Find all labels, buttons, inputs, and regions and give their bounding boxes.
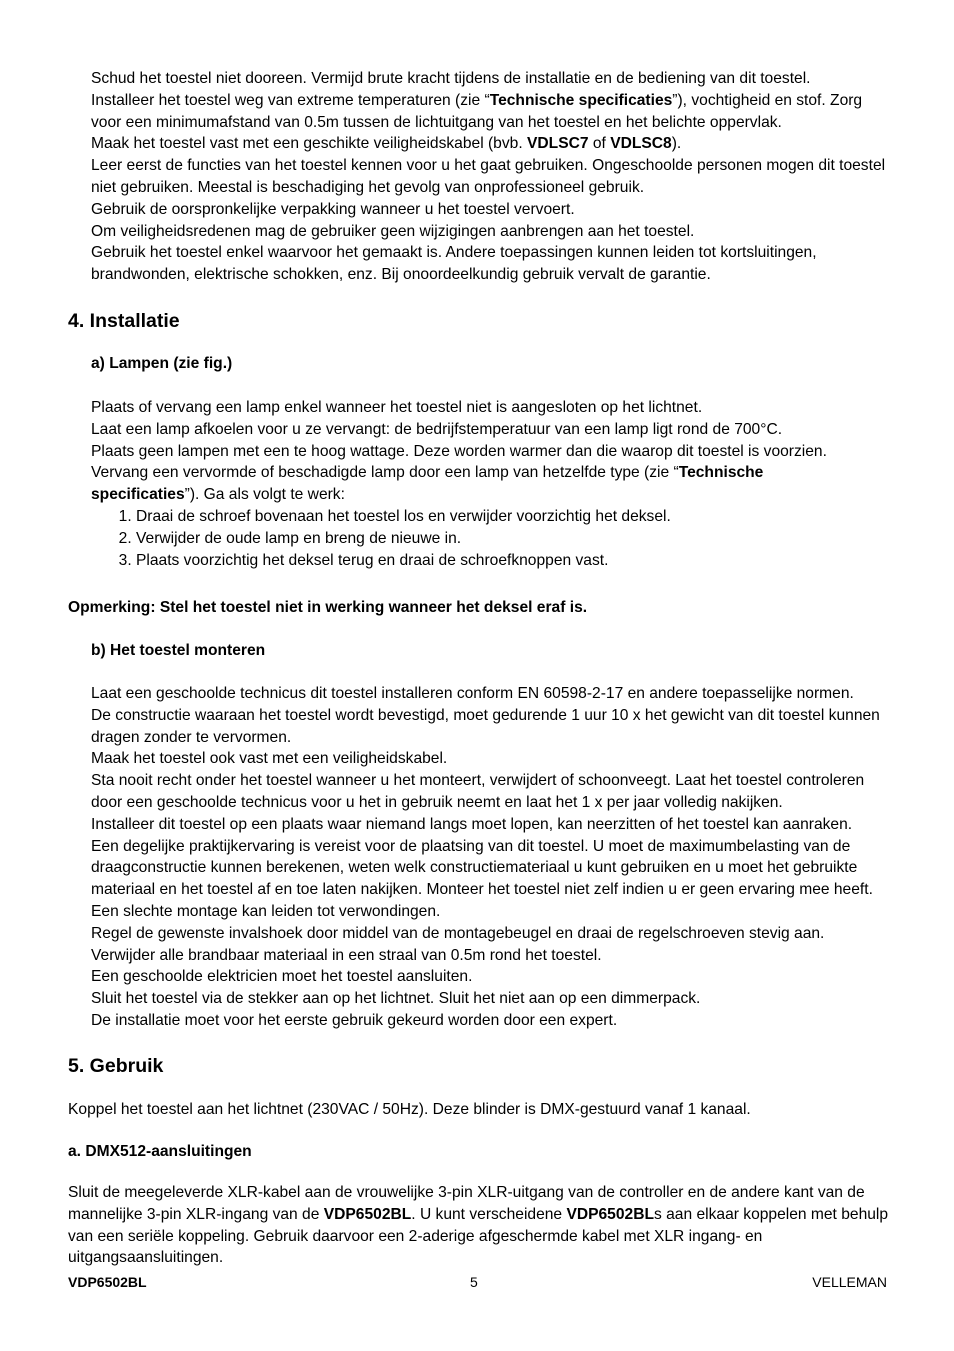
footer-page-number: 5 (470, 1274, 478, 1290)
mounting-paragraph: Verwijder alle brandbaar materiaal in een straal van 0.5m rond het toestel. (91, 946, 602, 964)
mounting-paragraph: Een geschoolde elektricien moet het toestel aansluiten. (91, 968, 473, 986)
lamps-paragraph: Plaats of vervang een lamp enkel wanneer het toestel niet is aangesloten op het lichtnet. (91, 399, 703, 416)
section-5-heading: 5. Gebruik (68, 1055, 164, 1077)
mounting-paragraph: Sta nooit recht onder het toestel wanneer u het monteert, verwijdert of schoonveegt. Laat het toestel controleren door een geschoolde technicus voor u het in gebruik neemt en laat het 1 x per jaar volledig nakijken. (91, 772, 865, 811)
list-item: 3. Plaats voorzichtig het deksel terug en draai de schroefknoppen vast. (136, 550, 891, 572)
section-4-heading: 4. Installatie (68, 310, 180, 332)
intro-paragraph: Leer eerst de functies van het toestel kennen voor u het gaat gebruiken. Ongeschoolde personen mogen dit toestel niet gebruiken. Meestal is beschadiging het gevolg van onprofessioneel gebruik. (91, 157, 886, 196)
intro-paragraph: Schud het toestel niet dooreen. Vermijd brute kracht tijdens de installatie en de bediening van dit toestel. (91, 70, 811, 87)
mounting-paragraph: De constructie waaraan het toestel wordt bevestigd, moet gedurende 1 uur 10 x het gewicht van dit toestel kunnen dragen zonder te vervormen. (91, 706, 880, 746)
mounting-paragraph: Sluit het toestel via de stekker aan op het lichtnet. Sluit het niet aan op een dimmerpack. (91, 990, 701, 1008)
bold-term: Technische specificaties (489, 91, 673, 109)
intro-paragraph: Gebruik de oorspronkelijke verpakking wanneer u het toestel vervoert. (91, 200, 575, 218)
footer-brand: VELLEMAN (812, 1274, 887, 1290)
bold-term: VDP6502BL (566, 1205, 654, 1223)
dmx-paragraph: Sluit de meegeleverde XLR-kabel aan de vrouwelijke 3-pin XLR-uitgang van de controller en de andere kant van de mannelijke 3-pin XLR-ingang van de VDP6502BL. U kunt verscheidene VDP6502BLs aan elkaar koppelen met behulp van een seriële koppeling. Gebruik daarvoor een 2-aderige afgeschermde kabel met XLR ingang- en uitgangsaansluitingen. (68, 1184, 889, 1267)
list-item: 1. Draai de schroef bovenaan het toestel los en verwijder voorzichtig het deksel. (136, 506, 891, 528)
mounting-paragraph: Een degelijke praktijkervaring is vereist voor de plaatsing van dit toestel. U moet de maximumbelasting van de draagconstructie kunnen berekenen, weten welk constructiemateriaal u kunt gebruiken en u moet het gebruikte materiaal en het toestel af en toe laten nakijken. Monteer het toestel niet zelf indien u er geen ervaring mee heeft. Een slechte montage kan leiden tot verwondingen. (91, 837, 873, 920)
intro-paragraph: Installeer het toestel weg van extreme temperaturen (zie “Technische specificaties”), vochtigheid en stof. Zorg voor een minimumafstand van 0.5m tussen de lichtuitgang van het toestel en het belichte oppervlak. (91, 91, 863, 131)
dmx-block (68, 1182, 891, 1269)
lamp-steps-list (91, 506, 891, 571)
lamps-paragraph: Plaats geen lampen met een te hoog wattage. Deze worden warmer dan die waarop dit toestel is voorzien. (91, 442, 827, 460)
lamps-paragraph: Laat een lamp afkoelen voor u ze vervangt: de bedrijfstemperatuur van een lamp ligt rond de 700°C. (91, 420, 783, 438)
mounting-paragraph: Laat een geschoolde technicus dit toestel installeren conform EN 60598-2-17 en andere toepasselijke normen. (91, 685, 854, 702)
mounting-paragraph: Installeer dit toestel op een plaats waar niemand langs moet lopen, kan neerzitten of het toestel kan aanraken. (91, 815, 853, 833)
mounting-block (91, 683, 891, 1032)
intro-paragraph: Gebruik het toestel enkel waarvoor het gemaakt is. Andere toepassingen kunnen leiden tot kortsluitingen, brandwonden, elektrische schokken, enz. Bij onoordeelkundig gebruik vervalt de garantie. (91, 244, 817, 284)
bold-term: VDLSC8 (610, 135, 672, 153)
intro-paragraph: Om veiligheidsredenen mag de gebruiker geen wijzigingen aanbrengen aan het toestel. (91, 222, 695, 240)
lamps-block (91, 397, 891, 571)
warning-note: Opmerking: Stel het toestel niet in werking wanneer het deksel eraf is. (68, 599, 588, 616)
bold-term: VDP6502BL (323, 1205, 412, 1223)
mounting-paragraph: Regel de gewenste invalshoek door middel van de montagebeugel en draai de regelschroeven stevig aan. (91, 924, 825, 942)
subsection-dmx-heading: a. DMX512-aansluitingen (68, 1143, 252, 1160)
section-5-intro: Koppel het toestel aan het lichtnet (230VAC / 50Hz). Deze blinder is DMX-gestuurd vanaf 1 kanaal. (68, 1101, 751, 1118)
bold-term: Technische specificaties (91, 464, 764, 504)
list-item: 2. Verwijder de oude lamp en breng de nieuwe in. (136, 528, 891, 550)
mounting-paragraph: De installatie moet voor het eerste gebruik gekeurd worden door een expert. (91, 1011, 618, 1029)
lamps-paragraph: Vervang een vervormde of beschadigde lamp door een lamp van hetzelfde type (zie “Technische specificaties”). Ga als volgt te werk: (91, 464, 764, 504)
subsection-a-heading: a) Lampen (zie fig.) (91, 355, 233, 372)
bold-term: VDLSC7 (527, 135, 589, 153)
intro-block (91, 68, 891, 286)
footer-model: VDP6502BL (68, 1274, 147, 1290)
mounting-paragraph: Maak het toestel ook vast met een veiligheidskabel. (91, 750, 448, 768)
subsection-b-heading: b) Het toestel monteren (91, 642, 266, 659)
intro-paragraph: Maak het toestel vast met een geschikte veiligheidskabel (bvb. VDLSC7 of VDLSC8). (91, 135, 682, 153)
